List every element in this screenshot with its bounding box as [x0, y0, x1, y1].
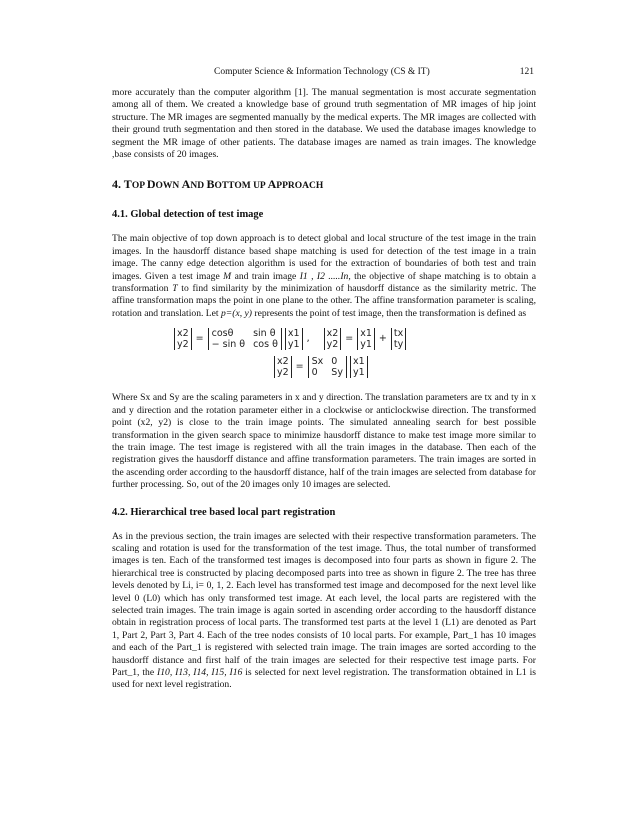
section-4-heading: 4. TOP DOWN AND BOTTOM UP APPROACH: [112, 177, 324, 192]
subsection-4-1-paragraph-2: Where Sx and Sy are the scaling parameters in x and y direction. The translation parameters are tx and ty in x and y direction and the rotation parameter either in a clockwise or anticlockwise direction. The transformed point (x2, y2) is close to the train image points. The simulated annealing search for best possible transformation in the given search space to minimize hausdorff distance to make test image more similar to the train image. The test image is registered with all the train images in the database. Then each of the registration gives the hausdorff distance and affine transformation parameters. The train images are sorted in the ascending order according to the hausdorff distance, half of the train images are selected from database for further processing. So, out of the 20 images only 10 images are selected.: [112, 392, 536, 491]
journal-title: Computer Science & Information Technology (CS & IT): [214, 67, 430, 77]
affine-equation: [112, 328, 536, 382]
page-body: [112, 87, 536, 692]
page-number: 121: [519, 67, 534, 77]
subsection-4-1-heading: 4.1. Global detection of test image: [112, 209, 264, 221]
equation-rotation: x2 y2 = cosθ sin θ − sin θ cos θ x1 y1 , x2 y2 = x1 y1 + tx ty: [174, 328, 406, 350]
intro-paragraph: more accurately than the computer algorithm [1]. The manual segmentation is most accurate segmentation among all of them. We created a knowledge base of ground truth segmentation of MR images of hip joint structure. The MR images are segmented manually by the medical experts. The MR images are collected with their ground truth segmentation and then stored in the database. We used the database images knowledge to segment the MR image of other patients. The database images are named as train images. The knowledge ,base consists of 20 images.: [112, 87, 536, 161]
subsection-4-2-heading: 4.2. Hierarchical tree based local part registration: [112, 506, 336, 518]
equation-scaling: x2 y2 = Sx 0 0 Sy x1 y1: [274, 356, 368, 378]
subsection-4-2-paragraph: As in the previous section, the train images are selected with their respective transformation parameters. The scaling and rotation is used for the transformation of the test image. Thus, the total number of transformed images is ten. Each of the transformed test images is decomposed into four parts as shown in figure 2. The hierarchical tree is constructed by placing decomposed parts into tree as shown in figure 2. The tree has three levels denoted by Li, i= 0, 1, 2. Each level has transformed test image and decomposed for the next level like level 0 (L0) which has only transformed test image. At each level, the local parts are registered with the selected train images. The train image is again sorted in ascending order according to the hausdorff distance obtain in registration process of local parts. The transformed test parts at the level 1 (L1) are denoted as Part 1, Part 2, Part 3, Part 4. Each of the tree nodes consists of 10 local parts. For example, Part_1 has 10 images and each of the Part_1 is registered with selected train image. The train images are sorted according to the hausdorff distance and first half of the train images are selected for their respective test image parts. For Part_1, the I10, I13, I14, I15, I16 is selected for next level registration. The transformation obtained in L1 is used for next level registration.: [112, 530, 536, 691]
subsection-4-1-paragraph-1: The main objective of top down approach is to detect global and local structure of the test image in the train images. In the hausdorff distance based shape matching is used for detection of the test image in a train image. The canny edge detection algorithm is used for the extraction of boundaries of both test and train images. Given a test image M and train image I1 , I2 .....In, the objective of shape matching is to obtain a transformation T to find similarity by the minimization of hausdorff distance as the similarity metric. The affine transformation maps the point in one plane to the other. The affine transformation parameter is scaling, rotation and translation. Let p=(x, y) represents the point of test image, then the transformation is defined as: [112, 233, 536, 319]
